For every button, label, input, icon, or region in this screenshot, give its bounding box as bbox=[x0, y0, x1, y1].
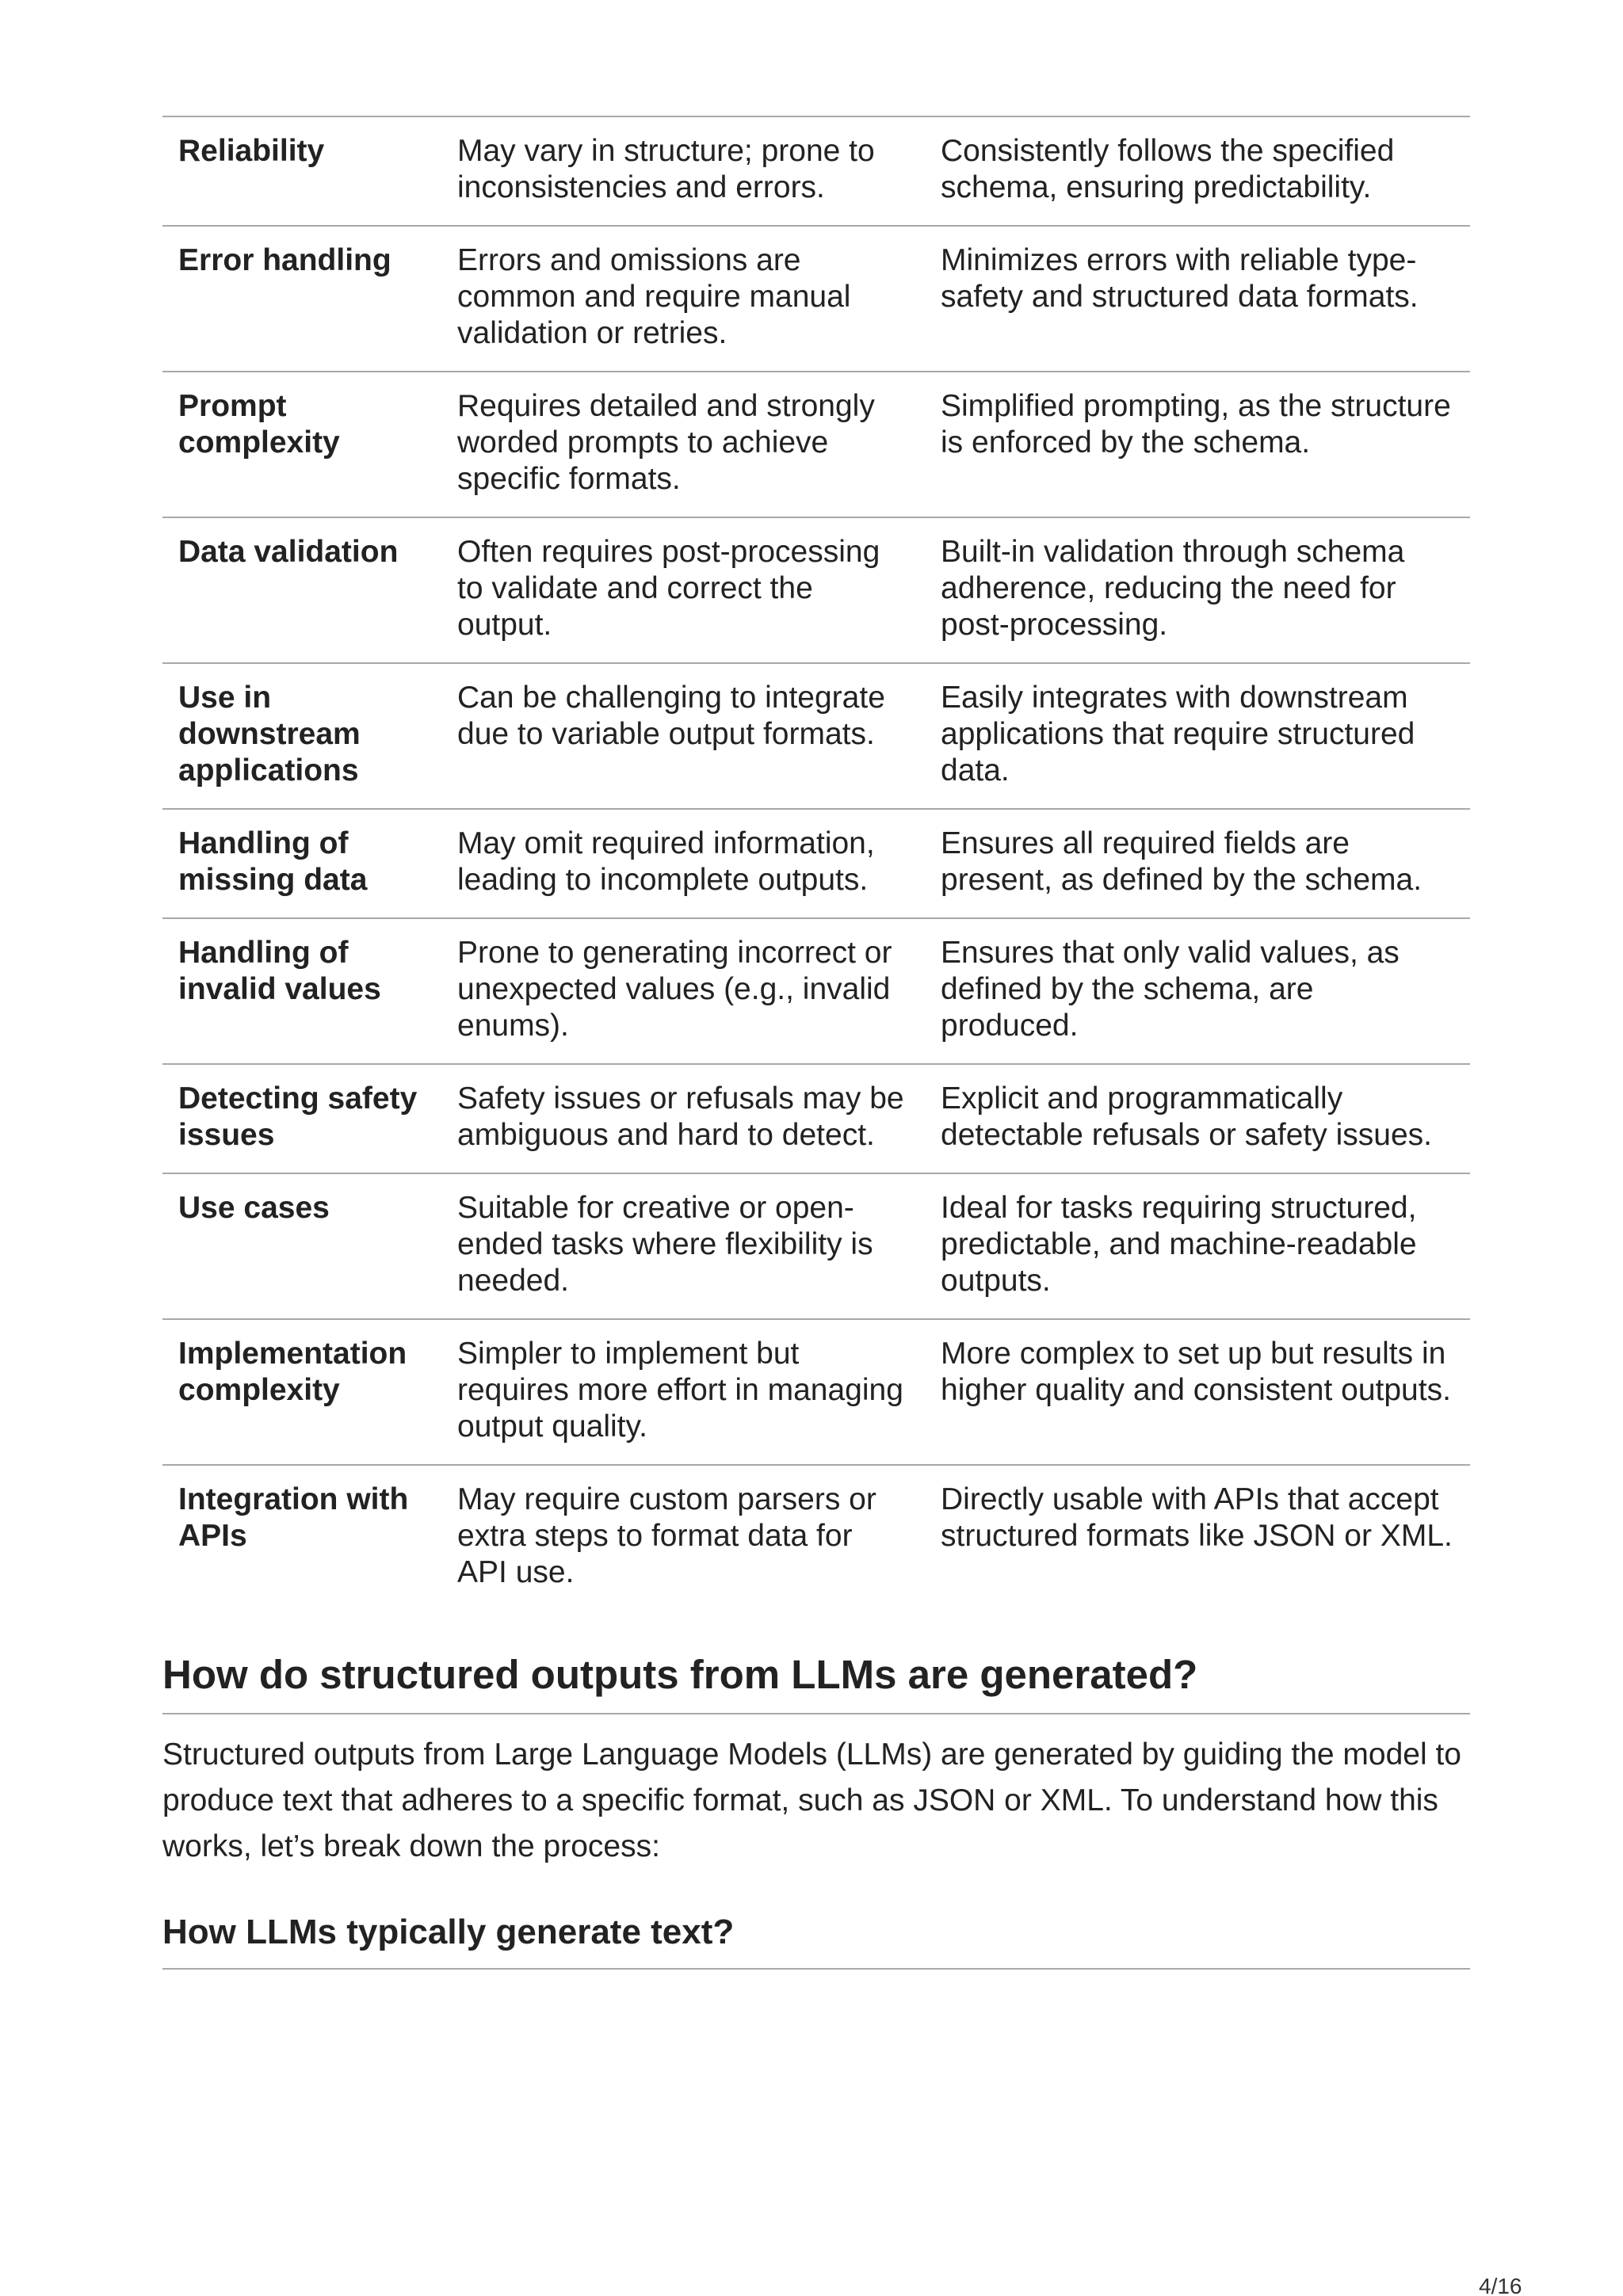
table-row bbox=[162, 517, 1470, 663]
table-row bbox=[162, 1465, 1470, 1610]
table-row bbox=[162, 663, 1470, 809]
structured-cell: Ideal for tasks requiring structured, predictable, and machine-readable outputs. bbox=[925, 1173, 1470, 1319]
page-number: 4/16 bbox=[1479, 2274, 1522, 2296]
section-heading: How do structured outputs from LLMs are generated? bbox=[162, 1651, 1470, 1714]
feature-cell: Implementation complexity bbox=[162, 1319, 441, 1465]
feature-cell: Integration with APIs bbox=[178, 1482, 409, 1553]
unstructured-cell: Can be challenging to integrate due to variable output formats. bbox=[441, 663, 925, 809]
structured-cell: Simplified prompting, as the structure is enforced by the schema. bbox=[925, 372, 1470, 517]
structured-cell: Minimizes errors with reliable type-safety and structured data formats. bbox=[925, 226, 1470, 372]
feature-cell: Error handling bbox=[162, 226, 441, 372]
feature-cell: Handling of missing data bbox=[162, 809, 441, 918]
table-row bbox=[162, 1173, 1470, 1319]
structured-cell: Ensures all required fields are present, as defined by the schema. bbox=[925, 809, 1470, 918]
unstructured-cell: Safety issues or refusals may be ambiguous and hard to detect. bbox=[441, 1064, 925, 1173]
feature-cell: Data validation bbox=[162, 517, 441, 663]
feature-cell: Use in downstream applications bbox=[162, 663, 441, 809]
structured-cell: Explicit and programmatically detectable refusals or safety issues. bbox=[925, 1064, 1470, 1173]
unstructured-cell: Prone to generating incorrect or unexpected values (e.g., invalid enums). bbox=[441, 918, 925, 1064]
structured-cell: Consistently follows the specified schema, ensuring predictability. bbox=[925, 116, 1470, 226]
structured-cell: More complex to set up but results in higher quality and consistent outputs. bbox=[925, 1319, 1470, 1465]
feature-cell: Detecting safety issues bbox=[162, 1064, 441, 1173]
structured-cell: Built-in validation through schema adherence, reducing the need for post-processing. bbox=[925, 517, 1470, 663]
table-row bbox=[162, 116, 1470, 226]
unstructured-cell: Suitable for creative or open-ended tasks where flexibility is needed. bbox=[441, 1173, 925, 1319]
feature-cell: Prompt complexity bbox=[162, 372, 441, 517]
feature-cell: Reliability bbox=[162, 116, 441, 226]
unstructured-cell: Often requires post-processing to validate and correct the output. bbox=[441, 517, 925, 663]
unstructured-cell: May require custom parsers or extra steps to format data for API use. bbox=[457, 1482, 876, 1589]
unstructured-cell: May omit required information, leading to incomplete outputs. bbox=[441, 809, 925, 918]
table-row bbox=[162, 918, 1470, 1064]
unstructured-cell: Requires detailed and strongly worded prompts to achieve specific formats. bbox=[441, 372, 925, 517]
structured-cell: Easily integrates with downstream applications that require structured data. bbox=[925, 663, 1470, 809]
table-row bbox=[162, 809, 1470, 918]
comparison-table bbox=[162, 116, 1470, 1610]
table-row bbox=[162, 1064, 1470, 1173]
unstructured-cell: May vary in structure; prone to inconsistencies and errors. bbox=[441, 116, 925, 226]
comparison-table-body bbox=[162, 116, 1470, 1610]
table-row bbox=[162, 226, 1470, 372]
structured-cell: Directly usable with APIs that accept structured formats like JSON or XML. bbox=[941, 1482, 1453, 1553]
section-paragraph: Structured outputs from Large Language Models (LLMs) are generated by guiding the model to produce text that adheres to a specific format, such as JSON or XML. To understand how this works, let’s break down the process: bbox=[162, 1737, 1461, 1863]
feature-cell: Use cases bbox=[162, 1173, 441, 1319]
structured-cell: Ensures that only valid values, as defined by the schema, are produced. bbox=[925, 918, 1470, 1064]
page-content bbox=[162, 116, 1470, 1970]
table-row bbox=[162, 372, 1470, 517]
subsection-heading: How LLMs typically generate text? bbox=[162, 1911, 1470, 1970]
unstructured-cell: Errors and omissions are common and require manual validation or retries. bbox=[441, 226, 925, 372]
unstructured-cell: Simpler to implement but requires more effort in managing output quality. bbox=[441, 1319, 925, 1465]
table-row bbox=[162, 1319, 1470, 1465]
feature-cell: Handling of invalid values bbox=[162, 918, 441, 1064]
